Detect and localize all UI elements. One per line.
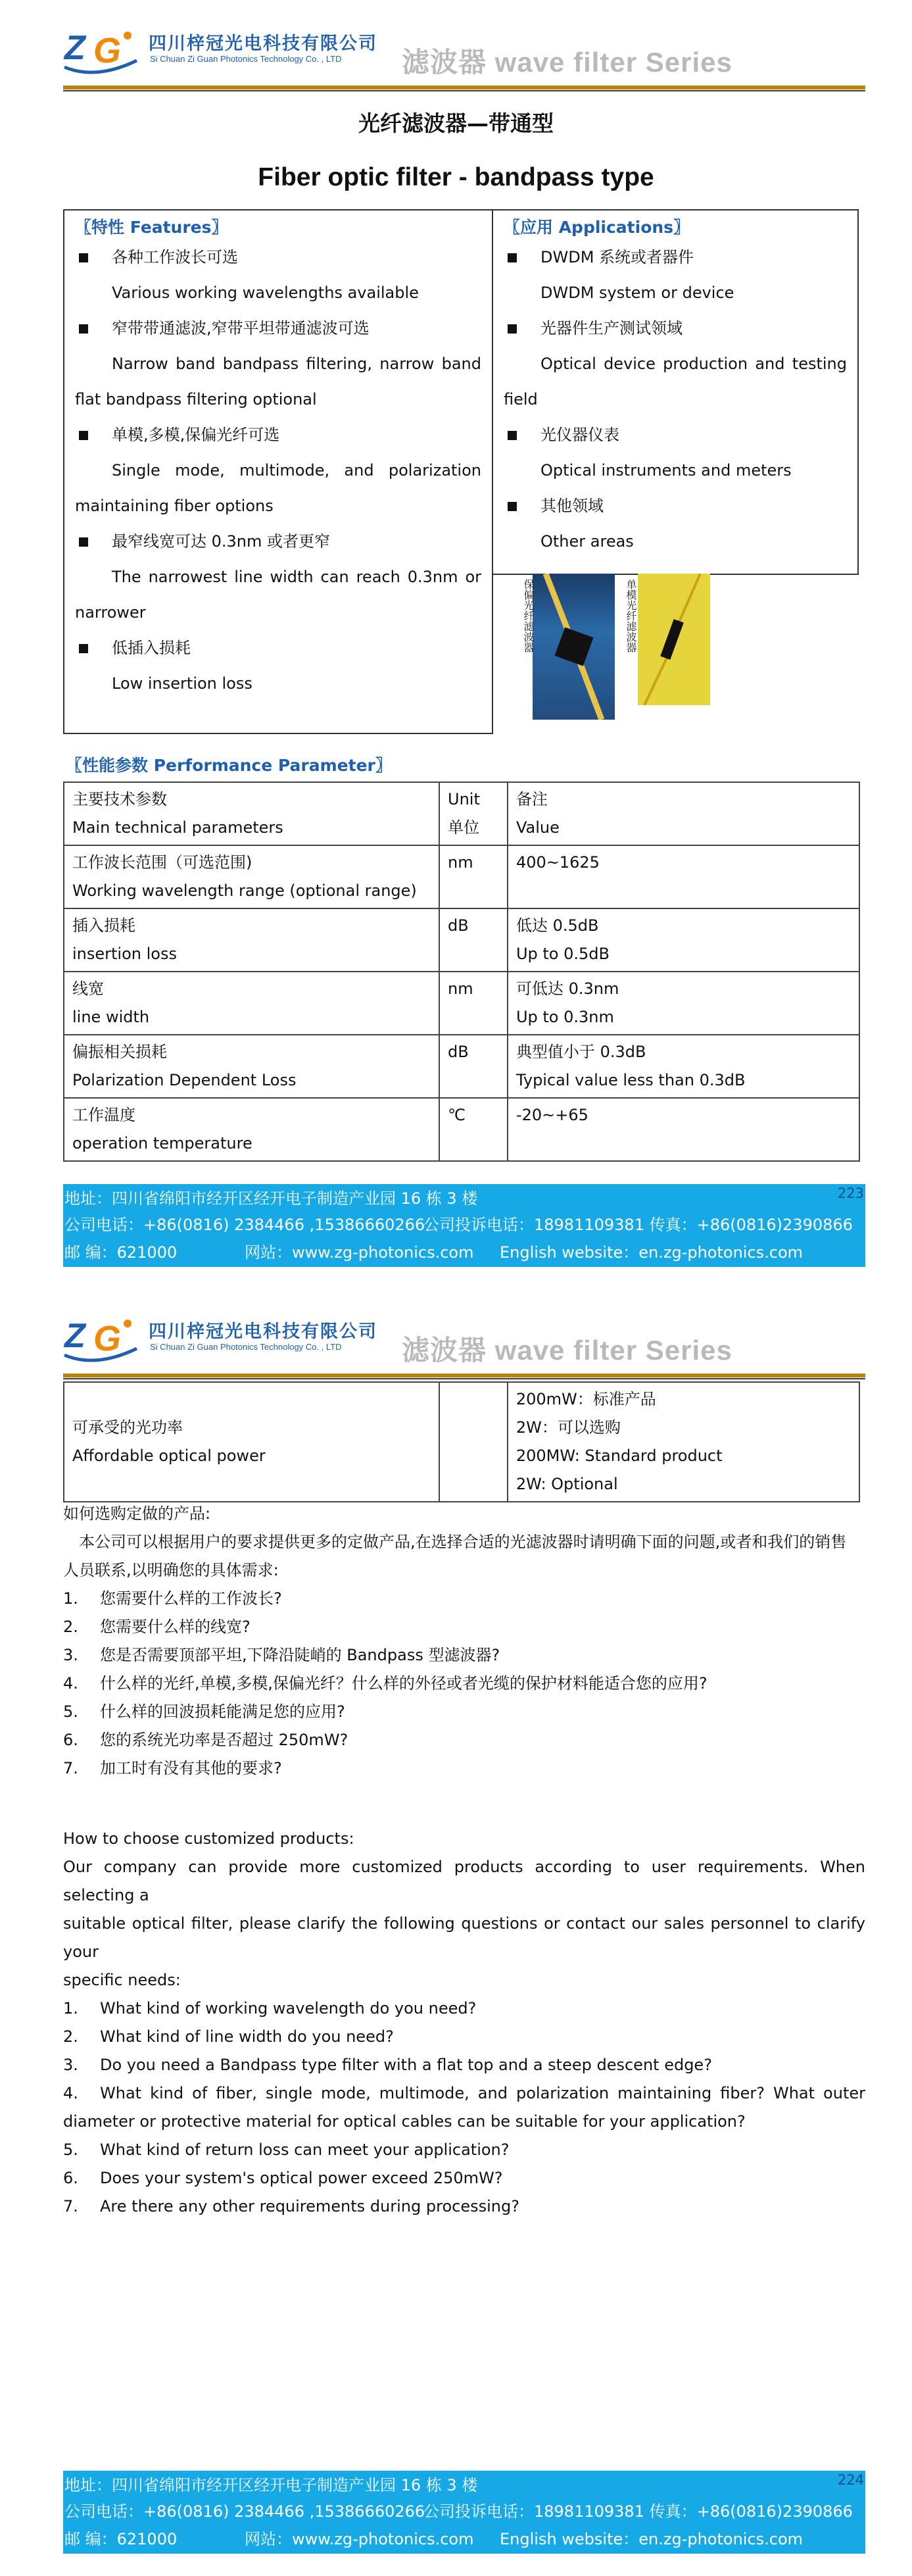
question-number: 6. xyxy=(63,1731,78,1749)
svg-text:Z: Z xyxy=(64,1317,85,1355)
value-line: 2W: Optional xyxy=(516,1475,618,1493)
question-number: 5. xyxy=(63,1702,78,1721)
footer-website[interactable]: 网站：www.zg-photonics.com xyxy=(245,1243,474,1262)
title-cn: 光纤滤波器—带通型 xyxy=(358,111,554,136)
footer-english-website[interactable]: English website：en.zg-photonics.com xyxy=(500,2530,804,2548)
bullet-text-cn: DWDM 系统或者器件 xyxy=(540,248,694,266)
customization-section-en xyxy=(63,1825,865,2221)
question-number: 3. xyxy=(63,1646,78,1664)
param-line: 主要技术参数 xyxy=(72,790,167,808)
bullet-text-en: flat bandpass filtering optional xyxy=(75,390,317,409)
en-questions-list xyxy=(63,1994,865,2221)
question-item xyxy=(63,2023,865,2051)
param-line: 插入损耗 xyxy=(72,916,135,935)
bullet-text-cn: 最窄线宽可达 0.3nm 或者更窄 xyxy=(112,532,331,551)
bullet-text-en: The narrowest line width can reach 0.3nm or xyxy=(112,568,481,586)
bullet-text-cn: 窄带带通滤波,窄带平坦带通滤波可选 xyxy=(112,319,370,337)
value-line: 400~1625 xyxy=(516,853,600,872)
unit-cell xyxy=(439,782,508,845)
question-text: 您需要什么样的线宽? xyxy=(100,1618,251,1636)
table-row xyxy=(64,1098,859,1161)
cn-intro-line: 本公司可以根据用户的要求提供更多的定做产品,在选择合适的光滤波器时请明确下面的问题,或者和我们的销售 xyxy=(79,1533,847,1551)
question-number: 4. xyxy=(63,1674,78,1693)
question-item xyxy=(63,1754,865,1783)
question-item xyxy=(63,1994,865,2023)
unit-line: 单位 xyxy=(448,818,480,837)
question-text: What kind of fiber, single mode, multimode, and polarization maintaining fiber? What outer xyxy=(100,2084,865,2102)
applications-list xyxy=(504,239,847,559)
en-intro-line: Our company can provide more customized products according to user requirements. When selecting a xyxy=(63,1858,865,1904)
value-cell xyxy=(508,845,859,908)
features-list xyxy=(75,239,481,701)
value-cell xyxy=(508,782,859,845)
value-cell xyxy=(508,1098,859,1161)
company-name-en: Si Chuan Zi Guan Photonics Technology Co. , LTD xyxy=(150,1342,342,1352)
value-cell xyxy=(508,972,859,1035)
value-line: 低达 0.5dB xyxy=(516,916,599,935)
question-item xyxy=(63,1698,865,1726)
param-line: 线宽 xyxy=(72,979,104,998)
header-rule-thin xyxy=(63,1378,865,1379)
bullet-text-en: Various working wavelengths available xyxy=(112,284,419,302)
table-header-row xyxy=(64,782,859,845)
bullet-square-icon xyxy=(79,431,88,440)
param-cell xyxy=(64,972,439,1035)
unit-cell xyxy=(439,1035,508,1098)
page-footer xyxy=(63,1184,865,1267)
bullet-text-cn: 单模,多模,保偏光纤可选 xyxy=(112,426,280,444)
footer-postcode: 邮 编：621000 xyxy=(64,1243,178,1262)
header-rule xyxy=(63,1374,865,1377)
footer-address: 地址：四川省绵阳市经开区经开电子制造产业园 16 栋 3 楼 xyxy=(64,1189,478,1208)
param-line: Polarization Dependent Loss xyxy=(72,1071,297,1089)
bullet-square-icon xyxy=(79,537,88,547)
bullet-text-en: Optical device production and testing xyxy=(540,355,847,373)
bullet-item xyxy=(75,630,481,666)
bullet-text-en: Optical instruments and meters xyxy=(540,461,792,480)
unit-cell xyxy=(439,1098,508,1161)
question-text: What kind of line width do you need? xyxy=(100,2027,394,2046)
unit-cell xyxy=(439,1382,508,1502)
question-text: 加工时有没有其他的要求? xyxy=(100,1759,282,1777)
company-name-cn: 四川梓冠光电科技有限公司 xyxy=(149,1322,377,1342)
question-number: 7. xyxy=(63,1759,78,1777)
customization-section-cn xyxy=(63,1500,865,1783)
title-en: Fiber optic filter - bandpass type xyxy=(258,163,654,191)
param-line: 工作温度 xyxy=(72,1106,135,1124)
question-item xyxy=(63,2192,865,2221)
question-text: 您是否需要顶部平坦,下降沿陡峭的 Bandpass 型滤波器? xyxy=(100,1646,500,1664)
bullet-square-icon xyxy=(79,253,88,262)
question-number: 1. xyxy=(63,1589,78,1608)
param-cell xyxy=(64,1035,439,1098)
param-cell xyxy=(64,845,439,908)
filter-device-icon xyxy=(638,574,710,705)
question-number: 2. xyxy=(63,2027,78,2046)
question-text: What kind of return loss can meet your application? xyxy=(100,2141,510,2159)
unit-cell xyxy=(439,908,508,972)
param-cell xyxy=(64,908,439,972)
question-number: 3. xyxy=(63,2056,78,2074)
applications-title: 〖应用 Applications〗 xyxy=(504,218,690,237)
bullet-text-en: Single mode, multimode, and polarization xyxy=(112,461,481,480)
question-text: 您需要什么样的工作波长? xyxy=(100,1589,282,1608)
bullet-item xyxy=(504,310,847,346)
question-item xyxy=(63,1613,865,1641)
page-number: 223 xyxy=(837,1185,864,1201)
question-item xyxy=(63,2164,865,2192)
unit-line: nm xyxy=(448,979,473,998)
bullet-square-icon xyxy=(79,324,88,334)
question-item xyxy=(63,2136,865,2164)
question-number: 5. xyxy=(63,2141,78,2159)
page-2 xyxy=(0,1288,912,2576)
cn-heading: 如何选购定做的产品: xyxy=(63,1504,211,1523)
bullet-square-icon xyxy=(79,644,88,653)
bullet-text-en: Narrow band bandpass filtering, narrow band xyxy=(112,355,481,373)
bullet-text-en: Low insertion loss xyxy=(112,674,252,693)
en-intro-line: specific needs: xyxy=(63,1971,181,1989)
performance-table-continued xyxy=(63,1381,860,1502)
param-line: Main technical parameters xyxy=(72,818,283,837)
bullet-text-cn: 光仪器仪表 xyxy=(540,426,619,444)
bullet-item xyxy=(75,417,481,453)
unit-line: Unit xyxy=(448,790,480,808)
svg-text:G: G xyxy=(93,31,122,70)
value-cell xyxy=(508,1382,859,1502)
page-header xyxy=(63,1308,865,1377)
question-text: 您的系统光功率是否超过 250mW? xyxy=(100,1731,348,1749)
unit-line: dB xyxy=(448,916,469,935)
company-name-en: Si Chuan Zi Guan Photonics Technology Co. , LTD xyxy=(150,54,342,64)
bullet-text-cn: 低插入损耗 xyxy=(112,639,191,657)
cn-intro-line: 人员联系,以明确您的具体需求: xyxy=(63,1561,279,1579)
param-line: 工作波长范围（可选范围) xyxy=(72,853,252,872)
bullet-text-en: DWDM system or device xyxy=(540,284,734,302)
unit-line: ℃ xyxy=(448,1106,466,1124)
param-cn: 可承受的光功率 xyxy=(72,1418,183,1437)
table-row xyxy=(64,908,859,972)
question-number: 2. xyxy=(63,1618,78,1636)
svg-text:G: G xyxy=(93,1319,122,1358)
bullet-text-en: Other areas xyxy=(540,532,634,551)
bullet-item xyxy=(75,310,481,346)
value-line: 2W：可以选购 xyxy=(516,1418,621,1437)
footer-phone: 公司电话：+86(0816) 2384466 ,15386660266 xyxy=(64,2502,425,2521)
footer-phone: 公司电话：+86(0816) 2384466 ,15386660266 xyxy=(64,1216,425,1234)
features-box xyxy=(63,209,493,734)
cn-questions-list xyxy=(63,1585,865,1783)
value-line: Value xyxy=(516,818,560,837)
param-line: operation temperature xyxy=(72,1134,252,1152)
question-item xyxy=(63,1670,865,1698)
question-number: 7. xyxy=(63,2197,78,2216)
value-cell xyxy=(508,908,859,972)
question-text: 什么样的光纤,单模,多模,保偏光纤？什么样的外径或者光缆的保护材料能适合您的应用? xyxy=(100,1674,708,1693)
product-photo-pm-filter xyxy=(533,574,615,720)
value-line: Up to 0.3nm xyxy=(516,1008,614,1026)
en-heading: How to choose customized products: xyxy=(63,1829,354,1848)
footer-address: 地址：四川省绵阳市经开区经开电子制造产业园 16 栋 3 楼 xyxy=(64,2476,478,2494)
param-cell xyxy=(64,1098,439,1161)
performance-table xyxy=(63,781,860,1162)
value-line: 可低达 0.3nm xyxy=(516,979,619,998)
bullet-text-en: narrower xyxy=(75,603,146,622)
page-header xyxy=(63,20,865,89)
value-line: -20~+65 xyxy=(516,1106,588,1124)
performance-title: 〖性能参数 Performance Parameter〗 xyxy=(66,756,392,775)
series-title: 滤波器 wave filter Series xyxy=(402,1335,732,1366)
value-cell xyxy=(508,1035,859,1098)
photo-caption-sm: 单模光纤滤波器 xyxy=(625,579,637,653)
table-row xyxy=(64,845,859,908)
features-title: 〖特性 Features〗 xyxy=(75,218,228,237)
unit-cell xyxy=(439,845,508,908)
param-en: Affordable optical power xyxy=(72,1447,266,1465)
param-line: insertion loss xyxy=(72,945,177,963)
param-line: Working wavelength range (optional range) xyxy=(72,881,417,900)
bullet-text-en: field xyxy=(504,390,538,409)
bullet-text-en: maintaining fiber options xyxy=(75,497,274,515)
page-footer xyxy=(63,2471,865,2554)
param-line: 偏振相关损耗 xyxy=(72,1043,167,1061)
question-number: 6. xyxy=(63,2169,78,2187)
bullet-item xyxy=(504,239,847,275)
table-row-optical-power xyxy=(64,1382,859,1502)
question-item xyxy=(63,2108,865,2136)
param-cell xyxy=(64,1382,439,1502)
photo-caption-pm: 保偏光纤滤波器 xyxy=(522,579,535,653)
question-text: Do you need a Bandpass type filter with a flat top and a steep descent edge? xyxy=(100,2056,712,2074)
unit-line: dB xyxy=(448,1043,469,1061)
value-line: Typical value less than 0.3dB xyxy=(516,1071,746,1089)
question-text: diameter or protective material for optical cables can be suitable for your application? xyxy=(63,2112,746,2131)
bullet-text-cn: 各种工作波长可选 xyxy=(112,248,238,266)
bullet-item xyxy=(504,488,847,524)
applications-box xyxy=(492,209,859,575)
en-intro-line: suitable optical filter, please clarify the following questions or contact our sales personnel to clarify your xyxy=(63,1914,865,1961)
product-photo-sm-filter xyxy=(638,574,710,705)
value-line: 典型值小于 0.3dB xyxy=(516,1043,646,1061)
bullet-square-icon xyxy=(508,324,517,334)
question-number: 4. xyxy=(63,2084,78,2102)
bullet-item xyxy=(75,524,481,559)
question-item xyxy=(63,1726,865,1754)
footer-complaint-fax: 公司投诉电话：18981109381 传真：+86(0816)2390866 xyxy=(423,2502,853,2521)
bullet-item xyxy=(504,417,847,453)
bullet-item xyxy=(75,239,481,275)
header-rule-thin xyxy=(63,90,865,91)
svg-text:Z: Z xyxy=(64,29,85,67)
zg-logo-icon xyxy=(63,1314,139,1367)
bullet-square-icon xyxy=(508,253,517,262)
unit-cell xyxy=(439,972,508,1035)
footer-english-website[interactable]: English website：en.zg-photonics.com xyxy=(500,1243,804,1262)
question-text: Does your system's optical power exceed 250mW? xyxy=(100,2169,503,2187)
bullet-text-cn: 其他领域 xyxy=(540,497,604,515)
filter-device-icon xyxy=(533,574,615,720)
question-item xyxy=(63,2051,865,2079)
unit-line: nm xyxy=(448,853,473,872)
series-title: 滤波器 wave filter Series xyxy=(402,47,732,78)
footer-complaint-fax: 公司投诉电话：18981109381 传真：+86(0816)2390866 xyxy=(423,1216,853,1234)
question-text: What kind of working wavelength do you need? xyxy=(100,1999,477,2018)
question-text: 什么样的回波损耗能满足您的应用? xyxy=(100,1702,345,1721)
value-line: 200mW：标准产品 xyxy=(516,1390,656,1408)
footer-website[interactable]: 网站：www.zg-photonics.com xyxy=(245,2530,474,2548)
question-item xyxy=(63,2079,865,2108)
param-cell xyxy=(64,782,439,845)
question-number: 1. xyxy=(63,1999,78,2018)
value-line: 200MW: Standard product xyxy=(516,1447,723,1465)
value-line: 备注 xyxy=(516,790,548,808)
bullet-square-icon xyxy=(508,431,517,440)
header-rule xyxy=(63,86,865,89)
bullet-text-cn: 光器件生产测试领域 xyxy=(540,319,683,337)
company-name-cn: 四川梓冠光电科技有限公司 xyxy=(149,34,377,54)
question-item xyxy=(63,1641,865,1670)
zg-logo-icon xyxy=(63,26,139,79)
question-item xyxy=(63,1585,865,1613)
question-text: Are there any other requirements during processing? xyxy=(100,2197,519,2216)
page-number: 224 xyxy=(837,2472,864,2488)
bullet-square-icon xyxy=(508,502,517,511)
param-line: line width xyxy=(72,1008,150,1026)
value-line: Up to 0.5dB xyxy=(516,945,610,963)
table-row xyxy=(64,1035,859,1098)
table-row xyxy=(64,972,859,1035)
footer-postcode: 邮 编：621000 xyxy=(64,2530,178,2548)
